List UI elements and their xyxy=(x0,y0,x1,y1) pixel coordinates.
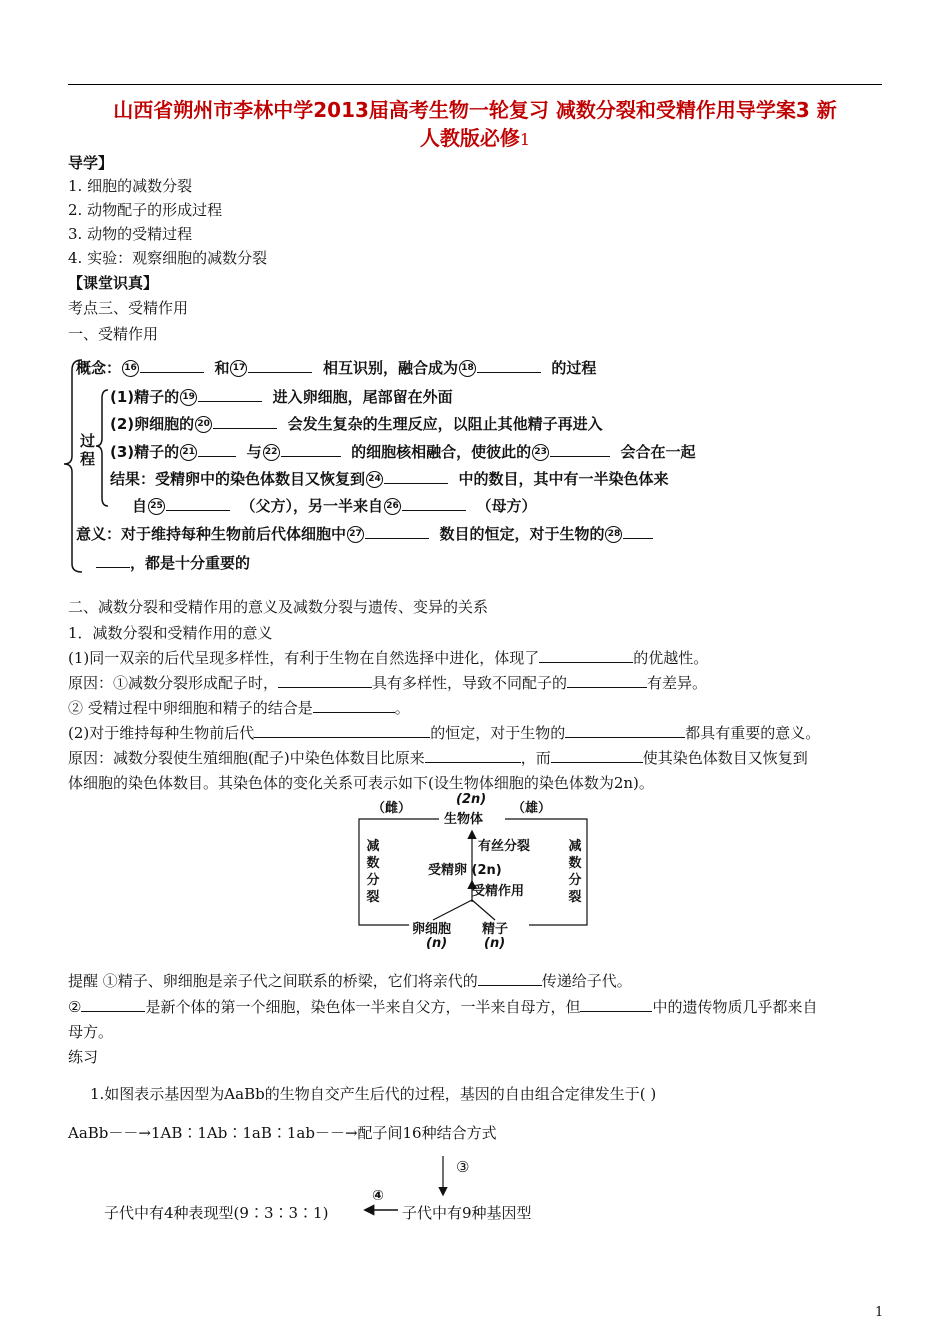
step2-text: (2)卵细胞的 xyxy=(110,415,195,433)
reminder-line xyxy=(68,970,632,991)
text-segment: (2)对于维持每种生物前后代 xyxy=(68,724,255,742)
answer-blank[interactable] xyxy=(313,698,395,713)
result2-from: 自 xyxy=(132,497,148,515)
step3-text: (3)精子的 xyxy=(110,443,180,461)
paragraph-line xyxy=(68,747,808,768)
answer-blank[interactable] xyxy=(425,748,521,763)
num-circle: 19 xyxy=(180,389,197,406)
paragraph-line: 体细胞的染色体数目。其染色体的变化关系可表示如下(设生物体细胞的染色体数为2n)。 xyxy=(68,774,654,792)
text-segment: 具有多样性，导致不同配子的 xyxy=(372,674,568,692)
meiosis-right-label: 减数分裂 xyxy=(568,839,582,905)
genotype-box: 子代中有9种基因型 xyxy=(402,1204,532,1222)
text-segment: ，而 xyxy=(520,749,551,767)
blank-16[interactable] xyxy=(140,358,204,373)
classroom-heading: 【课堂识真】 xyxy=(68,274,159,292)
text-segment: 的优越性。 xyxy=(633,649,709,667)
meaning-row-1 xyxy=(76,523,653,544)
meaning-row-2 xyxy=(96,552,250,573)
text-segment: 提醒 ①精子、卵细胞是亲子代之间联系的桥梁，它们将亲代的 xyxy=(68,972,478,990)
paragraph-line xyxy=(68,697,410,718)
step1-text: (1)精子的 xyxy=(110,388,180,406)
num-circle: 25 xyxy=(148,498,165,515)
blank-18[interactable] xyxy=(477,358,541,373)
text-segment: (1)同一双亲的后代呈现多样性，有利于生物在自然选择中进化，体现了 xyxy=(68,649,540,667)
meiosis-left-label: 减数分裂 xyxy=(366,839,380,905)
process-step-3 xyxy=(110,441,696,462)
step2-tail: 会发生复杂的生理反应，以阻止其他精子再进入 xyxy=(287,415,603,433)
text-segment: 使其染色体数目又恢复到 xyxy=(642,749,808,767)
page-title-line2 xyxy=(68,122,882,151)
process-step-2 xyxy=(110,413,603,434)
female-label: （雌） xyxy=(372,801,412,816)
text-segment: 原因：①减数分裂形成配子时， xyxy=(68,674,279,692)
step1-tail: 进入卵细胞，尾部留在外面 xyxy=(272,388,453,406)
paragraph-line xyxy=(68,647,708,668)
male-label: （雄） xyxy=(512,801,552,816)
num-circle: 28 xyxy=(605,526,622,543)
blank-23[interactable] xyxy=(550,442,610,457)
result2-mid: （父方），另一半来自 xyxy=(240,497,383,515)
blank-24[interactable] xyxy=(384,469,448,484)
text-segment: 原因：减数分裂使生殖细胞(配子)中染色体数目比原来 xyxy=(68,749,425,767)
num-circle: 18 xyxy=(459,360,476,377)
process-label: 过程 xyxy=(80,432,96,468)
concept-label: 概念： xyxy=(76,359,122,377)
num-circle: 17 xyxy=(230,360,247,377)
reminder-line xyxy=(68,996,817,1017)
step-3-marker: ③ xyxy=(456,1158,470,1176)
result-row-2 xyxy=(132,495,536,516)
answer-blank[interactable] xyxy=(539,648,633,663)
meaning-tail: ，都是十分重要的 xyxy=(130,554,251,572)
question-1: 1.如图表示基因型为AaBb的生物自交产生后代的过程，基因的自由组合定律发生于( ) xyxy=(90,1085,657,1103)
answer-blank[interactable] xyxy=(278,673,372,688)
step3-tail: 会合在一起 xyxy=(620,443,696,461)
flow-line: AaBb－－→1AB∶1Ab∶1aB∶1ab－－→配子间16种结合方式 xyxy=(68,1124,497,1142)
ploidy-2n: (2n) xyxy=(456,792,487,807)
text-segment: 中的遗传物质几乎都来自 xyxy=(652,998,818,1016)
organism-label: 生物体 xyxy=(444,812,484,827)
header-rule xyxy=(68,84,882,85)
concept-mid: 相互识别，融合成为 xyxy=(322,359,458,377)
page-number: 1 xyxy=(875,1305,884,1320)
guide-item: 2. 动物配子的形成过程 xyxy=(68,201,223,219)
num-circle: 20 xyxy=(195,416,212,433)
blank-19[interactable] xyxy=(198,387,262,402)
page-title-suffix: 1 xyxy=(519,130,531,149)
zygote-label: 受精卵 (2n) xyxy=(428,863,502,878)
num-circle: 23 xyxy=(532,444,549,461)
num-circle: 27 xyxy=(347,526,364,543)
blank-21[interactable] xyxy=(198,442,236,457)
sperm-label: 精子 xyxy=(482,922,509,937)
result2-tail: （母方） xyxy=(476,497,537,515)
process-step-1 xyxy=(110,386,453,407)
mitosis-label: 有丝分裂 xyxy=(478,839,531,854)
answer-blank[interactable] xyxy=(580,997,652,1012)
blank-28a[interactable] xyxy=(623,524,653,539)
practice-heading: 练习 xyxy=(68,1048,99,1066)
meaning-mid: 数目的恒定，对于生物的 xyxy=(439,525,605,543)
result-tail: 中的数目，其中有一半染色体来 xyxy=(458,470,669,488)
section2-title: 二、减数分裂和受精作用的意义及减数分裂与遗传、变异的关系 xyxy=(68,598,489,616)
text-segment: 是新个体的第一个细胞，染色体一半来自父方，一半来自母方，但 xyxy=(145,998,581,1016)
guide-item: 4. 实验：观察细胞的减数分裂 xyxy=(68,249,268,267)
num-circle: 21 xyxy=(180,444,197,461)
guide-heading: 导学】 xyxy=(68,154,114,172)
concept-end: 的过程 xyxy=(551,359,597,377)
blank-17[interactable] xyxy=(248,358,312,373)
num-circle: 16 xyxy=(122,360,139,377)
num-circle: 24 xyxy=(366,471,383,488)
answer-blank[interactable] xyxy=(551,748,643,763)
concept-row xyxy=(76,357,596,378)
egg-label: 卵细胞 xyxy=(412,922,452,937)
guide-item: 1. 细胞的减数分裂 xyxy=(68,177,193,195)
text-segment: ② 受精过程中卵细胞和精子的结合是 xyxy=(68,699,313,717)
blank-26[interactable] xyxy=(402,496,466,511)
topic-title: 考点三、受精作用 xyxy=(68,299,189,317)
text-segment: 的恒定，对于生物的 xyxy=(430,724,566,742)
paragraph-line xyxy=(68,672,707,693)
page-title-line1: 山西省朔州市李林中学2013届高考生物一轮复习 减数分裂和受精作用导学案3 新 xyxy=(113,98,837,122)
answer-blank[interactable] xyxy=(81,997,145,1012)
answer-blank[interactable] xyxy=(567,673,647,688)
paragraph-line xyxy=(68,722,820,743)
step-4-marker: ④ xyxy=(372,1188,384,1204)
blank-25[interactable] xyxy=(166,496,230,511)
result-row-1 xyxy=(110,468,668,489)
guide-item: 3. 动物的受精过程 xyxy=(68,225,193,243)
reminder-line: 母方。 xyxy=(68,1023,114,1041)
step3-mid: 的细胞核相融合，使彼此的 xyxy=(351,443,532,461)
phenotype-box: 子代中有4种表现型(9∶3∶3∶1) xyxy=(104,1204,329,1222)
sperm-ploidy: (n) xyxy=(484,936,506,951)
answer-blank[interactable] xyxy=(478,971,542,986)
text-segment: ② xyxy=(68,998,82,1016)
blank-28b[interactable] xyxy=(96,553,130,568)
text-segment: 都具有重要的意义。 xyxy=(685,724,821,742)
num-circle: 26 xyxy=(384,498,401,515)
egg-ploidy: (n) xyxy=(426,936,448,951)
answer-blank[interactable] xyxy=(254,723,430,738)
step3-and: 与 xyxy=(246,443,262,461)
page-title-text: 人教版必修 xyxy=(419,126,520,150)
text-segment: 传递给子代。 xyxy=(541,972,632,990)
section2-subtitle: 1．减数分裂和受精作用的意义 xyxy=(68,624,273,642)
meaning-text: 意义：对于维持每种生物前后代体细胞中 xyxy=(76,525,347,543)
text-segment: 。 xyxy=(394,699,410,717)
answer-blank[interactable] xyxy=(565,723,685,738)
concept-and: 和 xyxy=(214,359,230,377)
num-circle: 22 xyxy=(263,444,280,461)
blank-20[interactable] xyxy=(213,414,277,429)
fertilization-label: 受精作用 xyxy=(472,884,525,899)
section1-title: 一、受精作用 xyxy=(68,325,159,343)
blank-22[interactable] xyxy=(281,442,341,457)
text-segment: 有差异。 xyxy=(647,674,708,692)
result-text: 结果：受精卵中的染色体数目又恢复到 xyxy=(110,470,366,488)
blank-27[interactable] xyxy=(365,524,429,539)
